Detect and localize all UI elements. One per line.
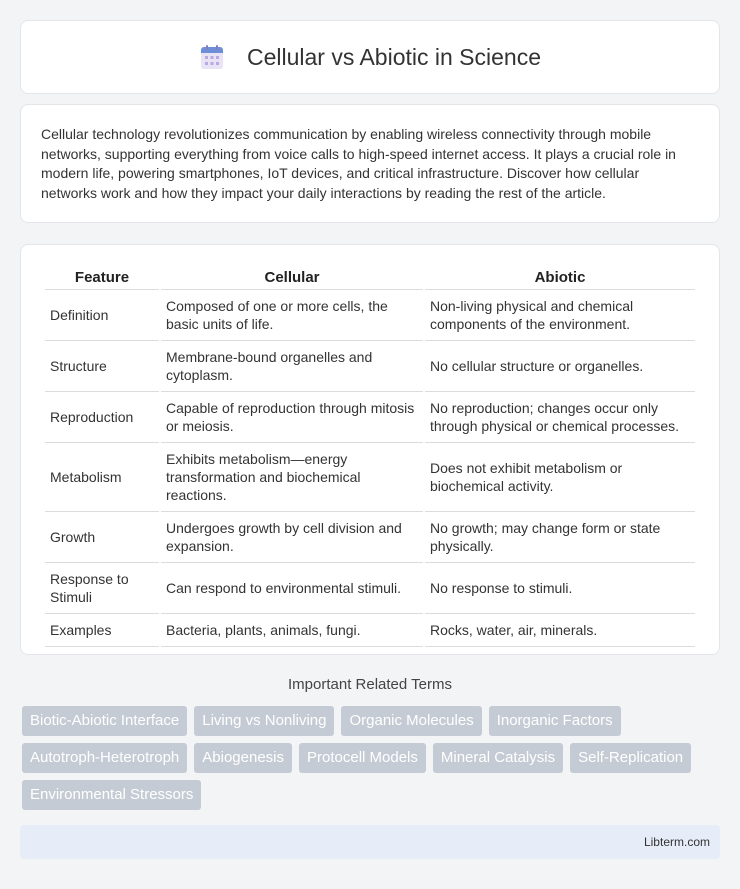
related-term-tag[interactable]: Abiogenesis	[194, 743, 292, 773]
header-feature: Feature	[45, 265, 159, 290]
related-terms-list	[22, 706, 722, 810]
related-term-tag[interactable]: Autotroph-Heterotroph	[22, 743, 187, 773]
row-abiotic: No reproduction; changes occur only through physical or chemical processes.	[425, 392, 695, 443]
row-feature: Examples	[45, 614, 159, 647]
row-abiotic: No response to stimuli.	[425, 563, 695, 614]
header-cellular: Cellular	[161, 265, 423, 290]
row-feature: Reproduction	[45, 392, 159, 443]
row-feature: Growth	[45, 512, 159, 563]
row-cellular: Exhibits metabolism—energy transformation and biochemical reactions.	[161, 443, 423, 512]
related-term-tag[interactable]: Self-Replication	[570, 743, 691, 773]
row-abiotic: Does not exhibit metabolism or biochemical activity.	[425, 443, 695, 512]
calendar-icon	[199, 44, 225, 70]
related-term-tag[interactable]: Inorganic Factors	[489, 706, 621, 736]
row-cellular: Capable of reproduction through mitosis or meiosis.	[161, 392, 423, 443]
related-term-tag[interactable]: Environmental Stressors	[22, 780, 201, 810]
related-term-tag[interactable]: Organic Molecules	[341, 706, 481, 736]
row-cellular: Composed of one or more cells, the basic units of life.	[161, 290, 423, 341]
row-feature: Metabolism	[45, 443, 159, 512]
footer	[20, 825, 720, 859]
row-abiotic: No cellular structure or organelles.	[425, 341, 695, 392]
table-row	[45, 563, 695, 614]
intro-card	[20, 104, 720, 223]
related-term-tag[interactable]: Protocell Models	[299, 743, 426, 773]
row-feature: Structure	[45, 341, 159, 392]
row-abiotic: No growth; may change form or state physically.	[425, 512, 695, 563]
related-terms-title: Important Related Terms	[288, 676, 452, 693]
page-title: Cellular vs Abiotic in Science	[246, 43, 542, 70]
row-cellular: Undergoes growth by cell division and expansion.	[161, 512, 423, 563]
row-feature: Response to Stimuli	[45, 563, 159, 614]
row-cellular: Bacteria, plants, animals, fungi.	[161, 614, 423, 647]
row-cellular: Can respond to environmental stimuli.	[161, 563, 423, 614]
intro-text: Cellular technology revolutionizes communication by enabling wireless connectivity through mobile networks, supporting everything from voice calls to high-speed internet access. It plays a crucial role in modern life, powering smartphones, IoT devices, and critical infrastructure. Discover how cellular networks work and how they impact your daily interactions by reading the rest of the article.	[41, 126, 676, 201]
table-row	[45, 290, 695, 341]
header-card	[20, 20, 720, 94]
comparison-table-card	[20, 244, 720, 655]
table-header-row	[45, 265, 695, 290]
table-row	[45, 341, 695, 392]
related-term-tag[interactable]: Mineral Catalysis	[433, 743, 563, 773]
header-abiotic: Abiotic	[425, 265, 695, 290]
related-term-tag[interactable]: Living vs Nonliving	[194, 706, 334, 736]
table-row	[45, 392, 695, 443]
row-abiotic: Rocks, water, air, minerals.	[425, 614, 695, 647]
footer-site-link[interactable]: Libterm.com	[643, 835, 710, 849]
table-row	[45, 443, 695, 512]
table-row	[45, 512, 695, 563]
related-term-tag[interactable]: Biotic-Abiotic Interface	[22, 706, 187, 736]
table-row	[45, 614, 695, 647]
row-cellular: Membrane-bound organelles and cytoplasm.	[161, 341, 423, 392]
row-abiotic: Non-living physical and chemical components of the environment.	[425, 290, 695, 341]
comparison-table	[43, 265, 697, 647]
row-feature: Definition	[45, 290, 159, 341]
